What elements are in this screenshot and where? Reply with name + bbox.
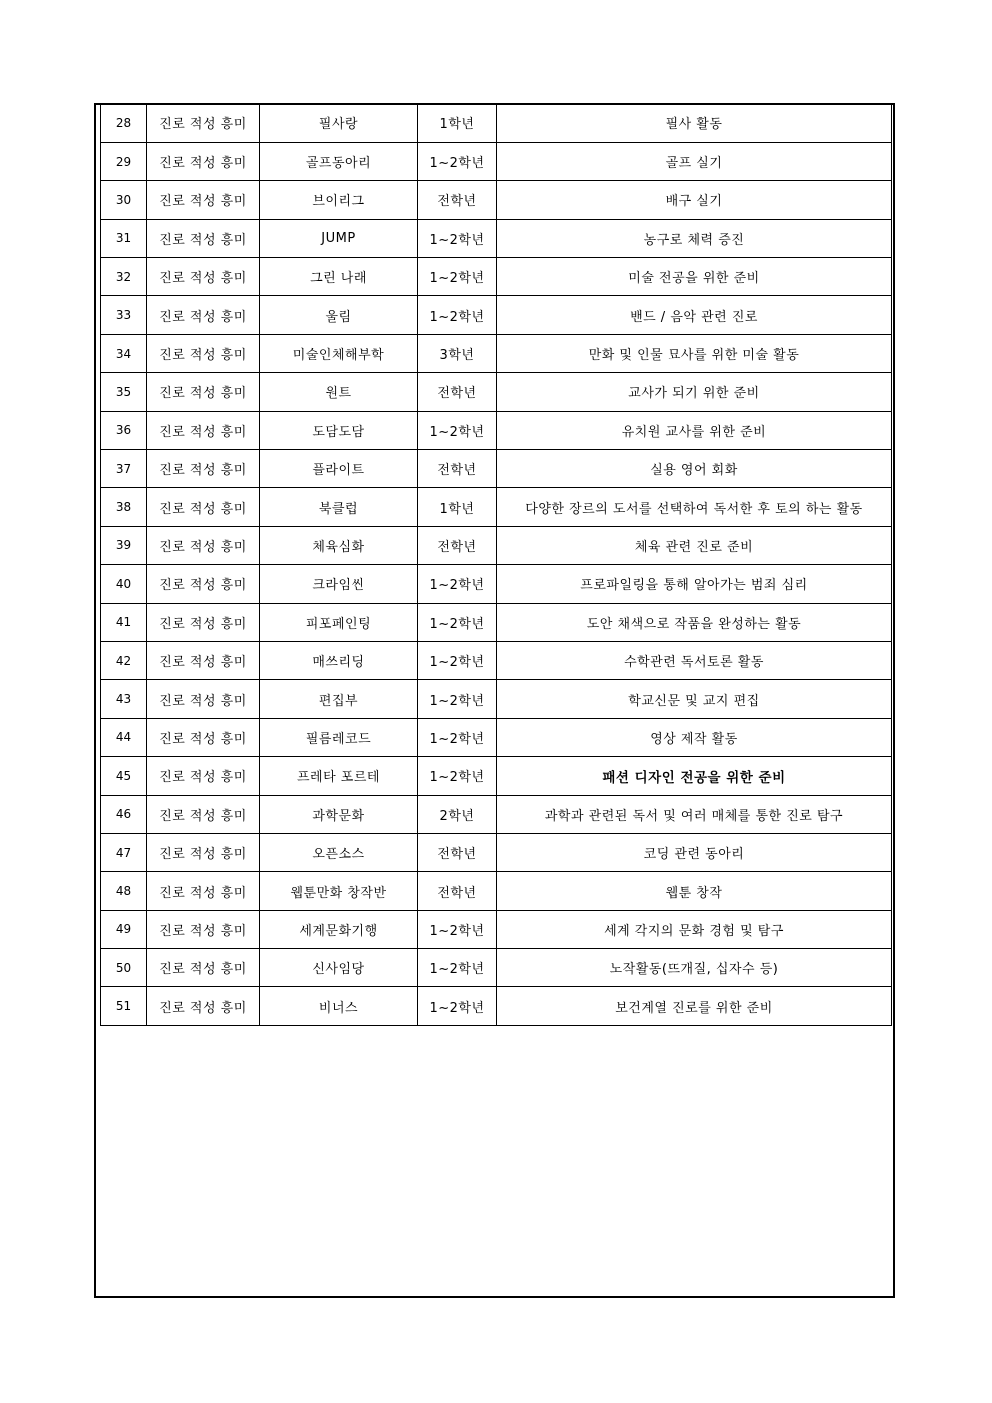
club-name-cell: 피포페인팅 (260, 603, 418, 641)
description-cell: 과학과 관련된 독서 및 여러 매체를 통한 진로 탐구 (497, 795, 892, 833)
table-row (101, 910, 892, 948)
club-table (100, 104, 892, 1026)
description-cell: 만화 및 인물 묘사를 위한 미술 활동 (497, 334, 892, 372)
club-name-cell: 그린 나래 (260, 258, 418, 296)
row-number-cell: 48 (101, 872, 147, 910)
club-name-cell: 매쓰리딩 (260, 641, 418, 679)
category-cell: 진로 적성 흥미 (147, 680, 260, 718)
club-name-cell: JUMP (260, 219, 418, 257)
club-name-cell: 필사랑 (260, 104, 418, 142)
category-cell: 진로 적성 흥미 (147, 603, 260, 641)
table-row (101, 488, 892, 526)
description-cell: 골프 실기 (497, 142, 892, 180)
category-cell: 진로 적성 흥미 (147, 296, 260, 334)
grade-cell: 1~2학년 (418, 680, 497, 718)
category-cell: 진로 적성 흥미 (147, 987, 260, 1025)
category-cell: 진로 적성 흥미 (147, 833, 260, 871)
category-cell: 진로 적성 흥미 (147, 258, 260, 296)
grade-cell: 전학년 (418, 181, 497, 219)
table-row (101, 411, 892, 449)
row-number-cell: 28 (101, 104, 147, 142)
table-row (101, 872, 892, 910)
category-cell: 진로 적성 흥미 (147, 411, 260, 449)
description-cell: 교사가 되기 위한 준비 (497, 373, 892, 411)
grade-cell: 1~2학년 (418, 603, 497, 641)
row-number-cell: 37 (101, 450, 147, 488)
table-row (101, 181, 892, 219)
club-name-cell: 과학문화 (260, 795, 418, 833)
grade-cell: 1~2학년 (418, 565, 497, 603)
category-cell: 진로 적성 흥미 (147, 718, 260, 756)
category-cell: 진로 적성 흥미 (147, 641, 260, 679)
grade-cell: 1~2학년 (418, 258, 497, 296)
grade-cell: 1~2학년 (418, 949, 497, 987)
grade-cell: 1~2학년 (418, 296, 497, 334)
description-cell: 배구 실기 (497, 181, 892, 219)
grade-cell: 1~2학년 (418, 718, 497, 756)
description-cell: 수학관련 독서토론 활동 (497, 641, 892, 679)
table-row (101, 526, 892, 564)
category-cell: 진로 적성 흥미 (147, 757, 260, 795)
row-number-cell: 33 (101, 296, 147, 334)
row-number-cell: 29 (101, 142, 147, 180)
club-name-cell: 미술인체해부학 (260, 334, 418, 372)
row-number-cell: 51 (101, 987, 147, 1025)
row-number-cell: 50 (101, 949, 147, 987)
row-number-cell: 36 (101, 411, 147, 449)
grade-cell: 전학년 (418, 833, 497, 871)
table-row (101, 219, 892, 257)
table-row (101, 718, 892, 756)
description-cell: 유치원 교사를 위한 준비 (497, 411, 892, 449)
grade-cell: 1~2학년 (418, 219, 497, 257)
description-cell: 농구로 체력 증진 (497, 219, 892, 257)
table-row (101, 603, 892, 641)
grade-cell: 1학년 (418, 104, 497, 142)
table-row (101, 258, 892, 296)
row-number-cell: 40 (101, 565, 147, 603)
grade-cell: 전학년 (418, 373, 497, 411)
description-cell: 밴드 / 음악 관련 진로 (497, 296, 892, 334)
row-number-cell: 45 (101, 757, 147, 795)
description-cell: 체육 관련 진로 준비 (497, 526, 892, 564)
grade-cell: 1~2학년 (418, 411, 497, 449)
table-row (101, 757, 892, 795)
table-row (101, 680, 892, 718)
grade-cell: 1학년 (418, 488, 497, 526)
club-name-cell: 원트 (260, 373, 418, 411)
description-cell: 웹툰 창작 (497, 872, 892, 910)
category-cell: 진로 적성 흥미 (147, 181, 260, 219)
table-row (101, 833, 892, 871)
row-number-cell: 46 (101, 795, 147, 833)
description-cell: 실용 영어 회화 (497, 450, 892, 488)
club-name-cell: 체육심화 (260, 526, 418, 564)
club-name-cell: 플라이트 (260, 450, 418, 488)
description-cell: 학교신문 및 교지 편집 (497, 680, 892, 718)
table-row (101, 949, 892, 987)
category-cell: 진로 적성 흥미 (147, 219, 260, 257)
description-cell: 코딩 관련 동아리 (497, 833, 892, 871)
club-table-body (101, 104, 892, 1025)
club-name-cell: 오픈소스 (260, 833, 418, 871)
description-cell: 필사 활동 (497, 104, 892, 142)
grade-cell: 2학년 (418, 795, 497, 833)
description-cell: 패션 디자인 전공을 위한 준비 (497, 757, 892, 795)
category-cell: 진로 적성 흥미 (147, 373, 260, 411)
description-cell: 노작활동(뜨개질, 십자수 등) (497, 949, 892, 987)
grade-cell: 전학년 (418, 526, 497, 564)
table-row (101, 565, 892, 603)
category-cell: 진로 적성 흥미 (147, 334, 260, 372)
grade-cell: 전학년 (418, 450, 497, 488)
category-cell: 진로 적성 흥미 (147, 795, 260, 833)
row-number-cell: 31 (101, 219, 147, 257)
table-row (101, 334, 892, 372)
row-number-cell: 44 (101, 718, 147, 756)
table-row (101, 795, 892, 833)
category-cell: 진로 적성 흥미 (147, 949, 260, 987)
row-number-cell: 47 (101, 833, 147, 871)
table-row (101, 641, 892, 679)
club-name-cell: 도담도담 (260, 411, 418, 449)
club-name-cell: 브이리그 (260, 181, 418, 219)
table-row (101, 987, 892, 1025)
category-cell: 진로 적성 흥미 (147, 526, 260, 564)
grade-cell: 1~2학년 (418, 910, 497, 948)
category-cell: 진로 적성 흥미 (147, 872, 260, 910)
category-cell: 진로 적성 흥미 (147, 488, 260, 526)
club-name-cell: 울림 (260, 296, 418, 334)
grade-cell: 전학년 (418, 872, 497, 910)
club-name-cell: 프레타 포르테 (260, 757, 418, 795)
row-number-cell: 41 (101, 603, 147, 641)
club-name-cell: 골프동아리 (260, 142, 418, 180)
club-name-cell: 웹툰만화 창작반 (260, 872, 418, 910)
grade-cell: 1~2학년 (418, 757, 497, 795)
club-name-cell: 필름레코드 (260, 718, 418, 756)
description-cell: 다양한 장르의 도서를 선택하여 독서한 후 토의 하는 활동 (497, 488, 892, 526)
grade-cell: 1~2학년 (418, 142, 497, 180)
grade-cell: 3학년 (418, 334, 497, 372)
club-name-cell: 신사임당 (260, 949, 418, 987)
grade-cell: 1~2학년 (418, 641, 497, 679)
club-name-cell: 크라임씬 (260, 565, 418, 603)
table-row (101, 142, 892, 180)
club-name-cell: 비너스 (260, 987, 418, 1025)
description-cell: 프로파일링을 통해 알아가는 범죄 심리 (497, 565, 892, 603)
category-cell: 진로 적성 흥미 (147, 565, 260, 603)
row-number-cell: 32 (101, 258, 147, 296)
table-row (101, 450, 892, 488)
club-name-cell: 북클럽 (260, 488, 418, 526)
row-number-cell: 34 (101, 334, 147, 372)
table-row (101, 296, 892, 334)
description-cell: 미술 전공을 위한 준비 (497, 258, 892, 296)
description-cell: 도안 채색으로 작품을 완성하는 활동 (497, 603, 892, 641)
row-number-cell: 39 (101, 526, 147, 564)
row-number-cell: 35 (101, 373, 147, 411)
row-number-cell: 42 (101, 641, 147, 679)
category-cell: 진로 적성 흥미 (147, 142, 260, 180)
row-number-cell: 38 (101, 488, 147, 526)
description-cell: 세계 각지의 문화 경험 및 탐구 (497, 910, 892, 948)
club-name-cell: 편집부 (260, 680, 418, 718)
description-cell: 영상 제작 활동 (497, 718, 892, 756)
category-cell: 진로 적성 흥미 (147, 104, 260, 142)
club-name-cell: 세계문화기행 (260, 910, 418, 948)
row-number-cell: 30 (101, 181, 147, 219)
category-cell: 진로 적성 흥미 (147, 450, 260, 488)
table-row (101, 104, 892, 142)
grade-cell: 1~2학년 (418, 987, 497, 1025)
category-cell: 진로 적성 흥미 (147, 910, 260, 948)
row-number-cell: 43 (101, 680, 147, 718)
description-cell: 보건계열 진로를 위한 준비 (497, 987, 892, 1025)
table-row (101, 373, 892, 411)
row-number-cell: 49 (101, 910, 147, 948)
